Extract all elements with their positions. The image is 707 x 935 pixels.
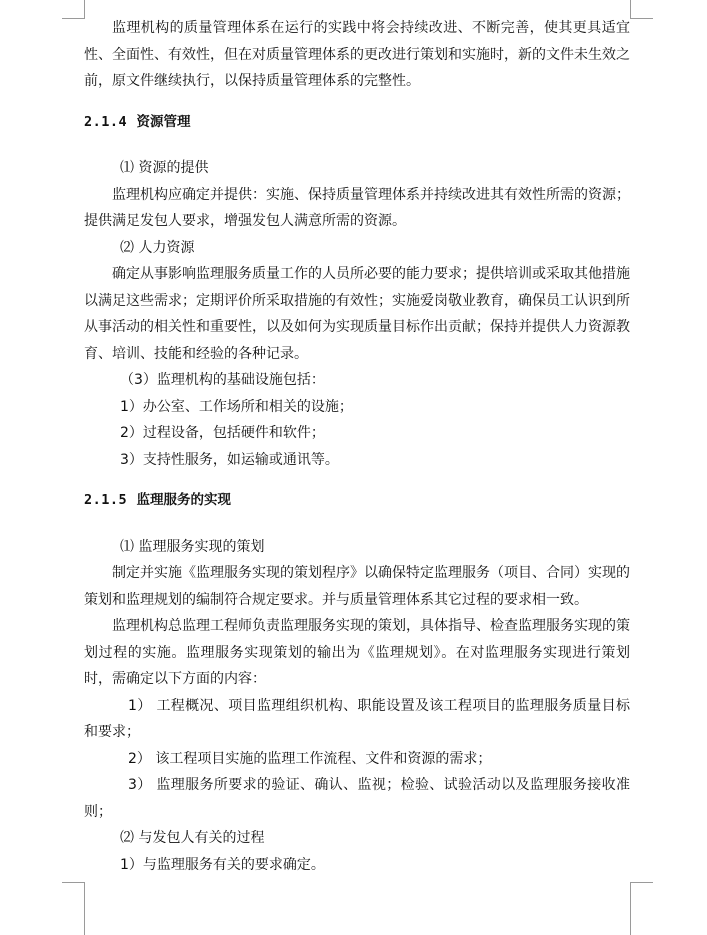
subsection-title-resource-provision: ⑴ 资源的提供 xyxy=(120,160,209,176)
section-number: 2.1.5 xyxy=(84,492,128,508)
paragraph-service-planning-responsibility: 监理机构总监理工程师负责监理服务实现的策划，具体指导、检查监理服务实现的策划过程的实施。监理服务实现策划的输出为《监理规划》。在对监理服务实现进行策划时，需确定以下方面的内容： xyxy=(84,618,630,687)
page-corner-mark-top-left xyxy=(62,0,85,19)
page-corner-mark-bottom-right xyxy=(630,882,653,935)
list-item: 2） 该工程项目实施的监理工作流程、文件和资源的需求； xyxy=(128,750,492,767)
subsection-title-infrastructure: （3）监理机构的基础设施包括： xyxy=(120,372,325,388)
list-item: 1）办公室、工作场所和相关的设施； xyxy=(120,398,353,415)
section-number: 2.1.4 xyxy=(84,113,128,130)
section-heading-2-1-4 xyxy=(84,109,630,136)
subsection-title-client-processes: ⑵ 与发包人有关的过程 xyxy=(120,830,265,846)
section-heading-2-1-5 xyxy=(84,487,630,514)
subsection-title-service-planning: ⑴ 监理服务实现的策划 xyxy=(120,538,265,555)
paragraph-resource-provision: 监理机构应确定并提供：实施、保持质量管理体系并持续改进其有效性所需的资源；提供满足发包人要求，增强发包人满意所需的资源。 xyxy=(84,186,630,229)
list-item: 1） 工程概况、项目监理组织机构、职能设置及该工程项目的监理服务质量目标和要求； xyxy=(84,697,630,740)
list-item: 3）支持性服务，如运输或通讯等。 xyxy=(120,451,339,468)
page-corner-mark-bottom-left xyxy=(62,882,85,935)
list-item: 3） 监理服务所要求的验证、确认、监视；检验、试验活动以及监理服务接收准则； xyxy=(84,777,630,820)
paragraph-qms-improvement: 监理机构的质量管理体系在运行的实践中将会持续改进、不断完善，使其更具适宜性、全面性、有效性，但在对质量管理体系的更改进行策划和实施时，新的文件未生效之前，原文件继续执行，以保持质量管理体系的完整性。 xyxy=(84,20,630,89)
document-body xyxy=(84,15,630,878)
section-title: 监理服务的实现 xyxy=(136,492,232,508)
paragraph-human-resources: 确定从事影响监理服务质量工作的人员所必要的能力要求；提供培训或采取其他措施以满足这些需求；定期评价所采取措施的有效性；实施爱岗敬业教育，确保员工认识到所从事活动的相关性和重要性，以及如何为实现质量目标作出贡献；保持并提供人力资源教育、培训、技能和经验的各种记录。 xyxy=(84,266,630,362)
subsection-title-human-resources: ⑵ 人力资源 xyxy=(120,239,195,256)
paragraph-service-planning-procedure: 制定并实施《监理服务实现的策划程序》以确保特定监理服务（项目、合同）实现的策划和监理规划的编制符合规定要求。并与质量管理体系其它过程的要求相一致。 xyxy=(84,565,630,608)
list-item: 2）过程设备，包括硬件和软件； xyxy=(120,425,325,441)
page-corner-mark-top-right xyxy=(630,0,653,19)
section-title: 资源管理 xyxy=(136,113,191,130)
list-item: 1）与监理服务有关的要求确定。 xyxy=(120,856,325,873)
